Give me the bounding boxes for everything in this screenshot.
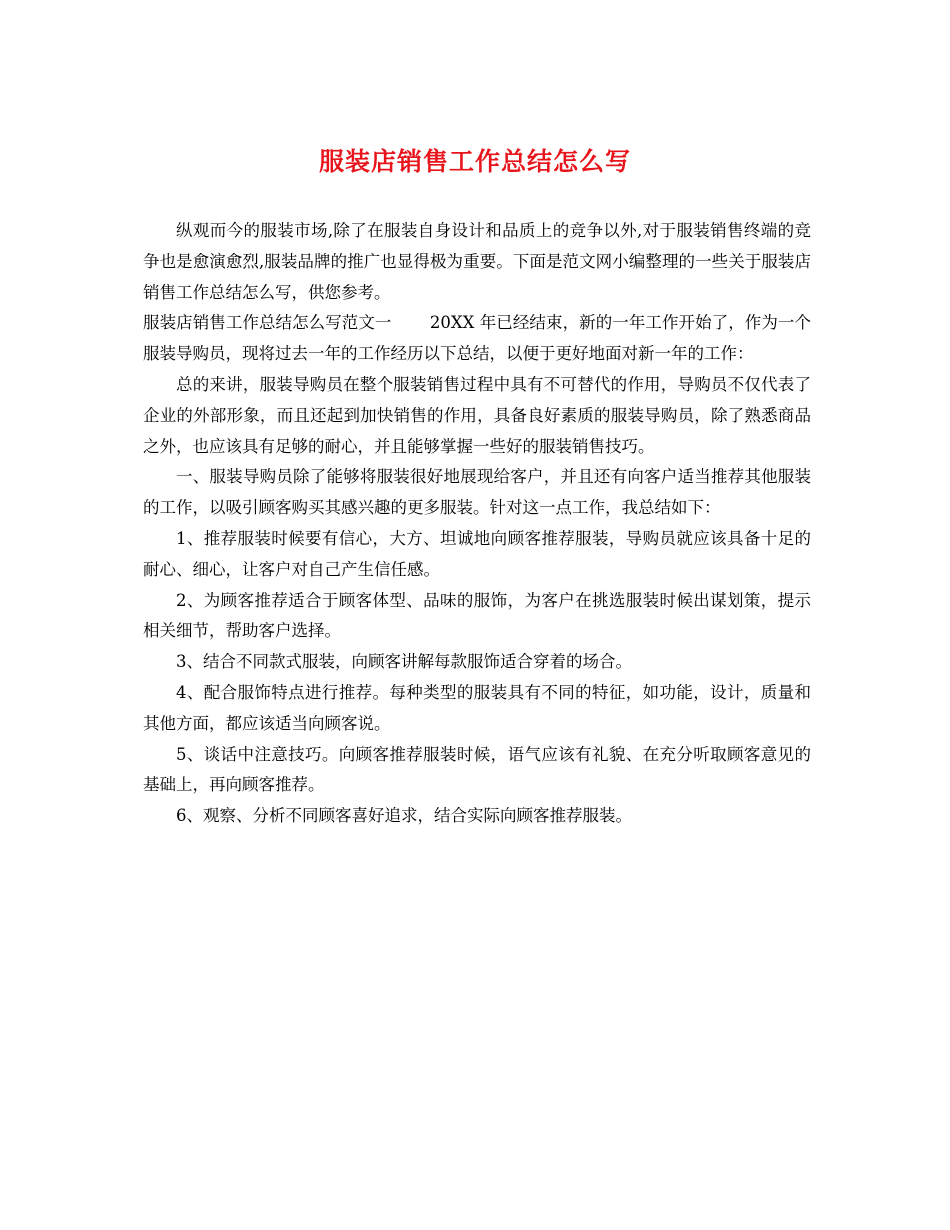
list-item-2: 2、为顾客推荐适合于顾客体型、品味的服饰，为客户在挑选服装时候出谋划策，提示相关细节，帮助客户选择。 <box>143 590 811 641</box>
paragraph-section-one: 一、服装导购员除了能够将服装很好地展现给客户，并且还有向客户适当推荐其他服装的工作，以吸引顾客购买其感兴趣的更多服装。针对这一点工作，我总结如下： <box>143 467 811 518</box>
list-item-1: 1、推荐服装时候要有信心，大方、坦诚地向顾客推荐服装，导购员就应该具备十足的耐心、细心，让客户对自己产生信任感。 <box>143 528 811 579</box>
list-item-5: 5、谈话中注意技巧。向顾客推荐服装时候，语气应该有礼貌、在充分听取顾客意见的基础上，再向顾客推荐。 <box>143 744 811 795</box>
paragraph-overview: 总的来讲，服装导购员在整个服装销售过程中具有不可替代的作用，导购员不仅代表了企业的外部形象，而且还起到加快销售的作用，具备良好素质的服装导购员，除了熟悉商品之外，也应该具有足够的耐心，并且能够掌握一些好的服装销售技巧。 <box>143 374 811 456</box>
list-item-3: 3、结合不同款式服装，向顾客讲解每款服饰适合穿着的场合。 <box>176 652 632 672</box>
list-item-6: 6、观察、分析不同顾客喜好追求，结合实际向顾客推荐服装。 <box>176 806 632 826</box>
list-item-4: 4、配合服饰特点进行推荐。每种类型的服装具有不同的特征，如功能，设计，质量和其他方面，都应该适当向顾客说。 <box>143 682 811 733</box>
document-title: 服装店销售工作总结怎么写 <box>318 147 631 176</box>
document-body <box>143 216 811 832</box>
paragraph-intro: 纵观而今的服装市场,除了在服装自身设计和品质上的竞争以外,对于服装销售终端的竞争也是愈演愈烈,服装品牌的推广也显得极为重要。下面是范文网小编整理的一些关于服装店销售工作总结怎么写，供您参考。 <box>143 221 811 302</box>
paragraph-sample-one-heading: 服装店销售工作总结怎么写范文一 20XX 年已经结束，新的一年工作开始了，作为一个服装导购员，现将过去一年的工作经历以下总结，以便于更好地面对新一年的工作： <box>143 313 811 364</box>
